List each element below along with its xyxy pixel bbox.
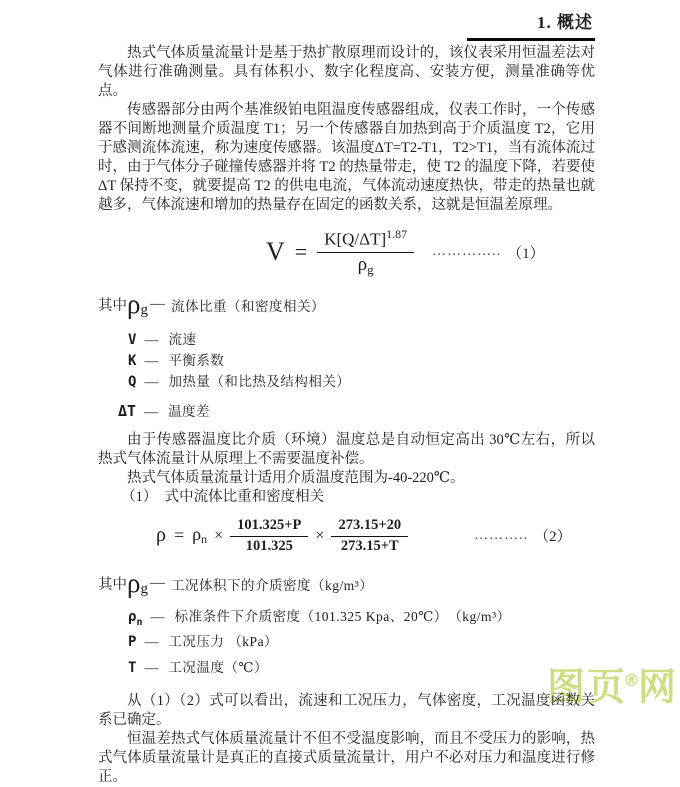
- def-item-v-dash: —: [144, 332, 159, 348]
- formula-2-rho-symbol: ρ: [192, 524, 202, 545]
- formula-1-rho: ρ: [357, 253, 368, 275]
- formula-1-rho-subscript: g: [367, 261, 374, 277]
- defs1-rho-subscript: g: [140, 302, 148, 319]
- formula-1-fraction: [317, 227, 414, 278]
- formula-2-fraction-1: [230, 517, 308, 555]
- formula-2-multiply-2: ×: [315, 526, 325, 544]
- defs1-list: [98, 330, 595, 423]
- def-item-p-base: P: [128, 634, 137, 651]
- def-item-k-desc: 平衡系数: [168, 352, 225, 368]
- def-item-q-dash: —: [144, 374, 159, 390]
- formula-2-fraction-1-denominator: 101.325: [245, 537, 293, 554]
- formula-1: [266, 227, 595, 278]
- def-item-rho-n: [128, 607, 595, 633]
- def-item-delta-t: [118, 401, 595, 423]
- def-item-v-symbol: V: [128, 331, 137, 348]
- formula-1-number: （1）: [507, 245, 545, 262]
- def-item-p-desc: 工况压力 （kPa）: [168, 634, 279, 650]
- formula-1-dotted-leader: …………..: [432, 244, 502, 260]
- section-title-wrap: [98, 8, 595, 41]
- formula-2-lhs: ρ: [156, 524, 166, 547]
- def-item-delta-t-desc: 温度差: [168, 403, 211, 419]
- paragraph-temp-compensation: 由于传感器温度比介质（环境）温度总是自动恒定高出 30℃左右，所以热式气体流量计从原理上不需要温度补偿。: [98, 431, 595, 467]
- def-item-k-symbol: K: [128, 352, 137, 369]
- formula-2-equals: =: [173, 525, 185, 546]
- formula-2-rho-n: [192, 524, 207, 547]
- watermark-text-right: 网: [637, 665, 678, 709]
- defs2-rho-symbol: ρ: [127, 568, 141, 599]
- formula-2-fraction-1-numerator: 101.325+P: [230, 517, 308, 537]
- formula-1-lhs: V: [266, 237, 285, 267]
- def-item-v: [128, 330, 595, 351]
- defs1-intro: [98, 290, 595, 320]
- defs2-list: [98, 607, 595, 684]
- watermark-text-left: 图页: [546, 665, 627, 709]
- formula-1-numerator-base: K[Q/ΔT]: [324, 229, 387, 249]
- def-item-p-symbol: [128, 632, 136, 658]
- defs1-prefix: 其中: [98, 298, 127, 315]
- registered-trademark-icon: ®: [622, 671, 640, 691]
- def-item-rho-n-base: ρ: [128, 608, 137, 625]
- paragraph-conclusion-1: 从（1）（2）式可以看出，流速和工况压力，气体密度，工况温度函数关系已确定。: [98, 693, 595, 729]
- formula-2-dotted-leader: ………..: [474, 527, 529, 543]
- def-item-delta-t-symbol: ΔT: [118, 401, 137, 420]
- paragraph-temp-range: 热式气体质量流量计适用介质温度范围为-40-220℃。: [127, 469, 465, 486]
- def-item-rho-n-symbol: [128, 607, 142, 633]
- defs2-rho-subscript: g: [140, 581, 148, 598]
- formula-2-fraction-2-denominator: 273.15+T: [340, 537, 399, 554]
- def-item-t-symbol: [128, 658, 136, 684]
- def-item-delta-t-dash: —: [144, 404, 159, 420]
- def-item-t-desc: 工况温度（℃）: [168, 660, 269, 676]
- def-item-k-dash: —: [144, 353, 159, 369]
- formula-1-exponent: 1.87: [386, 227, 408, 241]
- def-item-rho-n-desc: 标准条件下介质密度（101.325 Kpa、20℃） （kg/m³）: [174, 608, 511, 624]
- def-item-p-dash: —: [144, 635, 159, 651]
- def-item-v-desc: 流速: [168, 331, 197, 347]
- formula-1-denominator: [317, 253, 414, 278]
- formula-1-numerator: [317, 227, 414, 253]
- formula-2-fraction-2-numerator: 273.15+20: [331, 517, 408, 537]
- defs2-dash: —: [149, 575, 165, 592]
- formula-2-fraction-2: [331, 517, 408, 555]
- section-title: 1. 概述: [467, 8, 595, 41]
- paragraph-conclusion-2: 恒温差热式气体质量流量计不但不受温度影响，而且不受压力的影响，热式气体质量流量计是真正的直接式质量流量计，用户不必对压力和温度进行修正。: [98, 731, 595, 786]
- defs1-description: 流体比重（和密度相关）: [170, 298, 325, 314]
- def-item-t-dash: —: [144, 661, 159, 677]
- def-item-t-base: T: [128, 660, 137, 677]
- formula-2-number: （2）: [534, 529, 572, 546]
- defs2-description: 工况体积下的介质密度（kg/m³）: [170, 577, 374, 593]
- def-item-rho-n-dash: —: [150, 609, 165, 625]
- def-item-k: [128, 351, 595, 372]
- def-item-q: [128, 372, 595, 393]
- def-item-rho-n-sub: n: [136, 616, 143, 628]
- defs2-prefix: 其中: [98, 577, 127, 594]
- paragraph-intro: 热式气体质量流量计是基于热扩散原理而设计的，该仪表采用恒温差法对气体进行准确测量。具有体积小、数字化程度高、安装方便，测量准确等优点。: [98, 45, 595, 99]
- def-item-q-symbol: Q: [128, 373, 137, 390]
- formula-2: [156, 517, 595, 555]
- formula-2-multiply-1: ×: [214, 526, 224, 544]
- def-item-q-desc: 加热量（和比热及结构相关）: [168, 373, 351, 389]
- paragraph-sensor-principle: 传感器部分由两个基准级铂电阻温度传感器组成，仪表工作时，一个传感器不间断地测量介质温度 T1；另一个传感器自加热到高于介质温度 T2，它用于感测流体流速，称为速度传感器。该温度ΔT=T2-T1，T2>T1，当有流体流过时，由于气体分子碰撞传感器并将 T2 的热量带走，使 T2 的温度下降，若要使ΔT 保持不变，就要提高 T2 的供电电流，气体流动速度热快，带走的热量也就越多，气体流速和增加的热量存在固定的函数关系，这就是恒温差原理。: [98, 102, 595, 213]
- def-item-p: [128, 632, 595, 658]
- defs1-rho-symbol: ρ: [127, 289, 141, 320]
- formula-1-equals: =: [294, 239, 308, 265]
- paragraph-eq1-note: （1） 式中流体比重和密度相关: [121, 488, 325, 505]
- def-item-t: [128, 658, 595, 684]
- defs2-intro: [98, 569, 595, 599]
- formula-2-rho-subscript: n: [201, 532, 208, 547]
- defs1-dash: —: [149, 296, 165, 313]
